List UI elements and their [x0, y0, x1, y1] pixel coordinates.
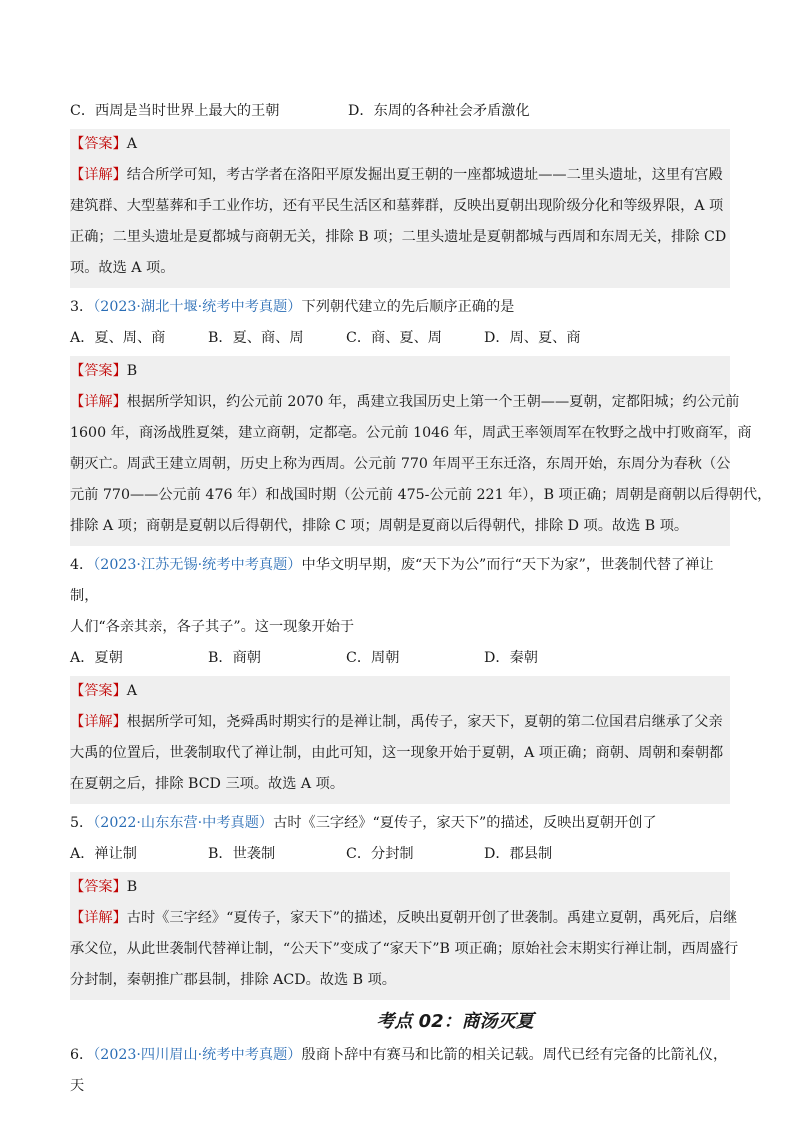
q4-answer-block — [70, 676, 730, 804]
q2-option-d: D．东周的各种社会矛盾激化 — [348, 103, 530, 119]
q2-answer-block — [70, 129, 730, 288]
question-text: 殷商卜辞中有赛马和比箭的相关记载。周代已经有完备的比箭礼仪，天 — [70, 1047, 728, 1094]
q5-detail-line: 承父位，从此世袭制代替禅让制，“公天下”变成了“家天下”B 项正确；原始社会末期实行禅让制，西周盛行 — [70, 941, 739, 957]
q3-answer-block — [70, 356, 772, 546]
section-heading: 考点 02：商汤灭夏 — [376, 1011, 534, 1032]
q5-stem — [70, 808, 730, 839]
question-text: 中华文明早期，废“天下为公”而行“天下为家”，世袭制代替了禅让制， — [70, 557, 714, 604]
detail-tag: 【详解】 — [70, 714, 127, 730]
question-source: （2022·山东东营·中考真题） — [93, 815, 274, 831]
q3-detail-line: 1600 年，商汤战胜夏桀，建立商朝，定都亳。公元前 1046 年，周武王率领周军在牧野之战中打败商军，商 — [70, 425, 752, 441]
q2-detail-line: 项。故选 A 项。 — [70, 260, 175, 276]
q3-detail-line: 根据所学知识，约公元前 2070 年，禹建立我国历史上第一个王朝——夏朝，定都阳城；约公元前 — [126, 394, 740, 410]
q2-detail-line: 结合所学可知，考古学者在洛阳平原发掘出夏王朝的一座都城遗址——二里头遗址，这里有宫殿 — [126, 167, 723, 183]
q3-option-b: B．夏、商、周 — [208, 330, 304, 346]
q3-detail-line: 元前 770——公元前 476 年）和战国时期（公元前 475-公元前 221 年），B 项正确；周朝是商朝以后得朝代， — [70, 487, 772, 503]
detail-tag: 【详解】 — [70, 167, 127, 183]
detail-tag: 【详解】 — [70, 910, 127, 926]
q3-detail-line: 朝灭亡。周武王建立周朝，历史上称为西周。公元前 770 年周平王东迁洛，东周开始，东周分为春秋（公 — [70, 456, 731, 472]
question-source: （2023·湖北十堰·统考中考真题） — [93, 299, 302, 315]
q4-stem — [70, 550, 730, 612]
q3-option-c: C．商、夏、周 — [346, 330, 442, 346]
q4-options — [70, 643, 730, 674]
q3-option-a: A．夏、周、商 — [70, 330, 166, 346]
question-number: 6． — [70, 1047, 94, 1063]
question-text: 下列朝代建立的先后顺序正确的是 — [301, 299, 515, 315]
document-page — [70, 96, 772, 1102]
q5-option-a: A．禅让制 — [70, 846, 137, 862]
answer-tag: 【答案】 — [70, 879, 127, 895]
q2-detail-line: 建筑群、大型墓葬和手工业作坊，还有平民生活区和墓葬群，反映出夏朝出现阶级分化和等级界限，A 项 — [70, 198, 724, 214]
q4-stem-cont: 人们“各亲其亲，各子其子”。这一现象开始于 — [70, 619, 355, 635]
q2-detail-line: 正确；二里头遗址是夏都城与商朝无关，排除 B 项；二里头遗址是夏朝都城与西周和东周无关，排除 CD — [70, 229, 727, 245]
q2-option-c: C．西周是当时世界上最大的王朝 — [70, 103, 280, 119]
q2-answer: A — [126, 136, 138, 152]
q3-answer: B — [126, 363, 138, 379]
answer-tag: 【答案】 — [70, 136, 127, 152]
question-text: 古时《三字经》“夏传子，家天下”的描述，反映出夏朝开创了 — [273, 815, 657, 831]
q5-detail-line: 古时《三字经》“夏传子，家天下”的描述，反映出夏朝开创了世袭制。禹建立夏朝，禹死后，启继 — [126, 910, 738, 926]
q2-options — [70, 96, 730, 127]
q4-detail-line: 在夏朝之后，排除 BCD 三项。故选 A 项。 — [70, 776, 345, 792]
question-number: 4． — [70, 557, 94, 573]
question-number: 5． — [70, 815, 94, 831]
q4-option-d: D．秦朝 — [484, 650, 538, 666]
q4-option-c: C．周朝 — [346, 650, 400, 666]
q4-detail-line: 根据所学可知，尧舜禹时期实行的是禅让制，禹传子，家天下，夏朝的第二位国君启继承了父亲 — [126, 714, 723, 730]
q5-answer-block — [70, 872, 739, 1000]
question-source: （2023·江苏无锡·统考中考真题） — [93, 557, 302, 573]
answer-tag: 【答案】 — [70, 363, 127, 379]
q5-option-d: D．郡县制 — [484, 846, 553, 862]
q5-options — [70, 839, 730, 870]
q4-detail-line: 大禹的位置后，世袭制取代了禅让制，由此可知，这一现象开始于夏朝，A 项正确；商朝、周朝和秦朝都 — [70, 745, 724, 761]
q4-option-b: B．商朝 — [208, 650, 261, 666]
q4-answer: A — [126, 683, 138, 699]
q5-option-b: B．世袭制 — [208, 846, 276, 862]
q5-detail-line: 分封制，秦朝推广郡县制，排除 ACD。故选 B 项。 — [70, 972, 396, 988]
q3-option-d: D．周、夏、商 — [484, 330, 581, 346]
q4-option-a: A．夏朝 — [70, 650, 123, 666]
question-source: （2023·四川眉山·统考中考真题） — [93, 1047, 302, 1063]
answer-tag: 【答案】 — [70, 683, 127, 699]
q5-option-c: C．分封制 — [346, 846, 414, 862]
question-number: 3． — [70, 299, 94, 315]
q5-answer: B — [126, 879, 138, 895]
q6-stem — [70, 1040, 730, 1102]
q3-stem — [70, 292, 730, 323]
q3-detail-line: 排除 A 项；商朝是夏朝以后得朝代，排除 C 项；周朝是夏商以后得朝代，排除 D 项。故选 B 项。 — [70, 518, 689, 534]
detail-tag: 【详解】 — [70, 394, 127, 410]
q3-options — [70, 323, 730, 354]
